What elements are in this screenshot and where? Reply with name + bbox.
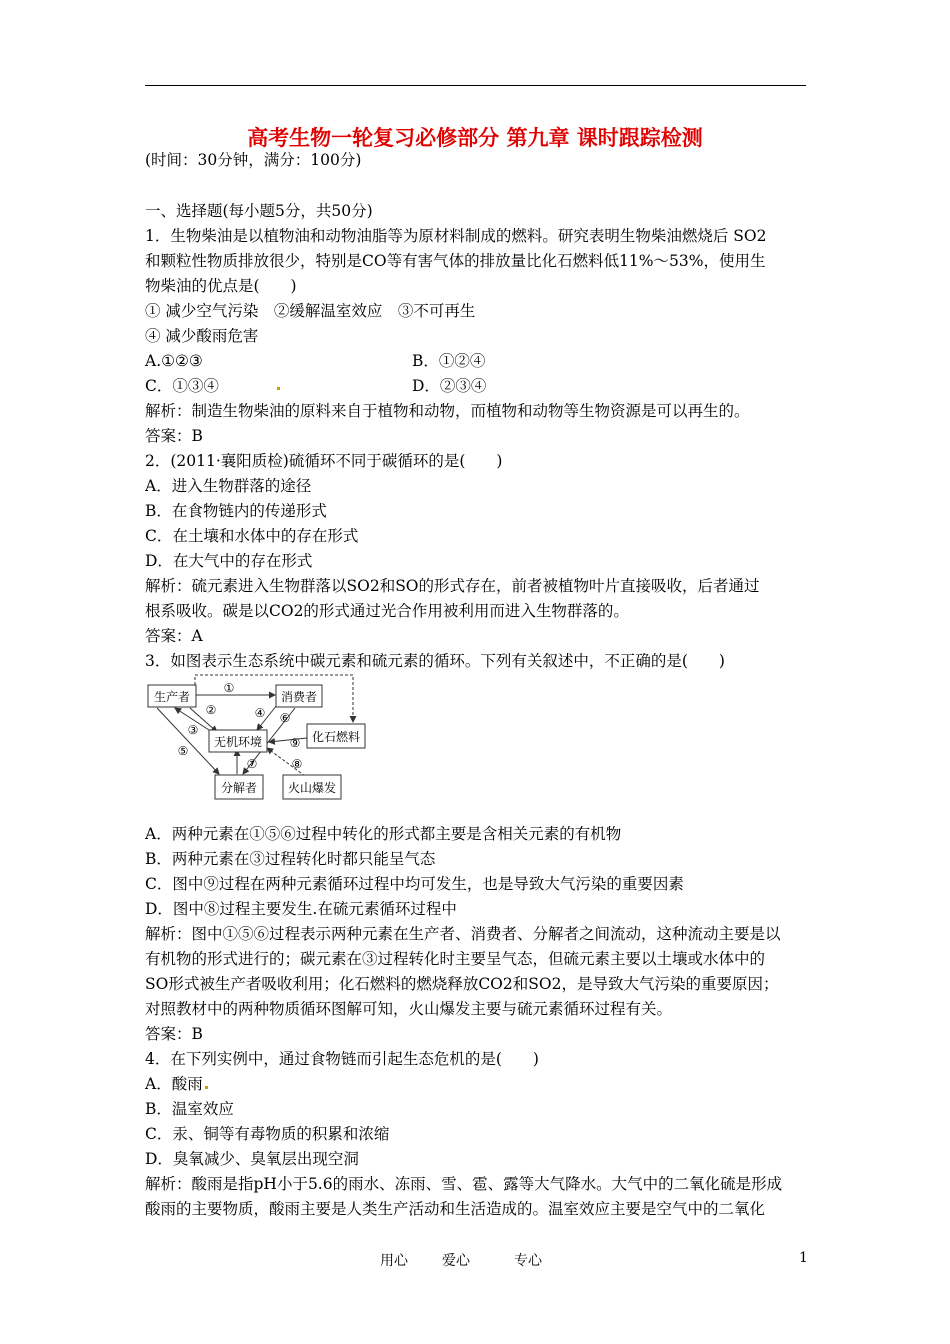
- q1-line-4: ① 减少空气污染 ②缓解温室效应 ③不可再生: [145, 302, 476, 320]
- q3-option-a: A．两种元素在①⑤⑥过程中转化的形式都主要是含相关元素的有机物: [145, 825, 622, 843]
- q1-line-2: 和颗粒性物质排放很少，特别是CO等有害气体的排放量比化石燃料低11%～53%，使用生: [145, 252, 766, 270]
- q2-option-b: B．在食物链内的传递形式: [145, 502, 327, 520]
- q3-option-c: C．图中⑨过程在两种元素循环过程中均可发生，也是导致大气污染的重要因素: [145, 875, 684, 893]
- footer-text-2: 爱心: [442, 1253, 470, 1269]
- q1-option-c: C．①③④: [145, 377, 219, 395]
- q1-line-3: 物柴油的优点是( ): [145, 277, 297, 295]
- node-consumer: 消费者: [280, 690, 318, 704]
- header-rule: [145, 85, 806, 86]
- q1-answer: 答案：B: [145, 427, 203, 445]
- node-volcano: 火山爆发: [287, 781, 337, 795]
- q3-option-b: B．两种元素在③过程转化时都只能呈气态: [145, 850, 436, 868]
- q2-explanation-1: 解析：硫元素进入生物群落以SO2和SO的形式存在，前者被植物叶片直接吸收，后者通过: [145, 577, 760, 595]
- label-1: ①: [223, 681, 235, 695]
- q3-explanation-1: 解析：图中①⑤⑥过程表示两种元素在生产者、消费者、分解者之间流动，这种流动主要是以: [145, 925, 781, 943]
- q3-explanation-2: 有机物的形式进行的；碳元素在③过程转化时主要呈气态，但硫元素主要以土壤或水体中的: [145, 950, 766, 968]
- q1-option-a: A.①②③: [145, 352, 203, 370]
- q2-explanation-2: 根系吸收。碳是以CO2的形式通过光合作用被利用而进入生物群落的。: [145, 602, 629, 620]
- document-title: 高考生物一轮复习必修部分 第九章 课时跟踪检测: [247, 125, 703, 150]
- q1-explanation: 解析：制造生物柴油的原料来自于植物和动物，而植物和动物等生物资源是可以再生的。: [145, 402, 750, 420]
- label-3: ③: [187, 723, 199, 737]
- cycle-diagram: [145, 670, 375, 805]
- q2-option-d: D．在大气中的存在形式: [145, 552, 313, 570]
- footer-text-1: 用心: [380, 1253, 408, 1269]
- stray-dot-mark: [277, 387, 280, 390]
- q4-line-1: 4．在下列实例中，通过食物链而引起生态危机的是( ): [145, 1050, 539, 1068]
- q3-line-1: 3．如图表示生态系统中碳元素和硫元素的循环。下列有关叙述中，不正确的是( ): [145, 652, 725, 670]
- q2-option-c: C．在土壤和水体中的存在形式: [145, 527, 359, 545]
- stray-dot-mark: [205, 1086, 208, 1089]
- label-2: ②: [205, 703, 217, 717]
- label-6: ⑥: [279, 711, 291, 725]
- q2-answer: 答案：A: [145, 627, 203, 645]
- dashed-arrow-top: [195, 675, 353, 722]
- q1-line-1: 1．生物柴油是以植物油和动物油脂等为原材料制成的燃料。研究表明生物柴油燃烧后 SO2: [145, 227, 767, 245]
- label-4: ④: [254, 706, 266, 720]
- q4-explanation-1: 解析：酸雨是指pH小于5.6的雨水、冻雨、雪、雹、露等大气降水。大气中的二氧化硫是形成: [145, 1175, 783, 1193]
- q4-option-b: B．温室效应: [145, 1100, 234, 1118]
- q4-explanation-2: 酸雨的主要物质，酸雨主要是人类生产活动和生活造成的。温室效应主要是空气中的二氧化: [145, 1200, 766, 1218]
- label-7: ⑦: [246, 757, 258, 771]
- label-9: ⑨: [289, 736, 301, 750]
- q1-line-5: ④ 减少酸雨危害: [145, 327, 259, 345]
- q1-option-d: D．②③④: [412, 377, 487, 395]
- q3-explanation-3: SO形式被生产者吸收利用；化石燃料的燃烧释放CO2和SO2，是导致大气污染的重要原因；: [145, 975, 779, 993]
- q3-answer: 答案：B: [145, 1025, 203, 1043]
- node-decomposer: 分解者: [220, 781, 258, 795]
- q4-option-c: C．汞、铜等有毒物质的积累和浓缩: [145, 1125, 390, 1143]
- arrow-9: [269, 738, 307, 742]
- q2-line-1: 2．(2011·襄阳质检)硫循环不同于碳循环的是( ): [145, 452, 503, 470]
- footer-text-3: 专心: [514, 1253, 542, 1269]
- q4-option-a: A．酸雨: [145, 1075, 203, 1093]
- q3-explanation-4: 对照教材中的两种物质循环图解可知，火山爆发主要与硫元素循环过程有关。: [145, 1000, 673, 1018]
- q2-option-a: A．进入生物群落的途径: [145, 477, 312, 495]
- section-heading: 一、选择题(每小题5分，共50分): [145, 202, 373, 220]
- page-number: 1: [799, 1250, 808, 1266]
- node-environment: 无机环境: [213, 735, 263, 749]
- q1-option-b: B．①②④: [412, 352, 486, 370]
- label-8: ⑧: [291, 757, 303, 771]
- node-fossil-fuel: 化石燃料: [311, 730, 361, 744]
- time-score-meta: (时间：30分钟，满分：100分): [145, 151, 362, 169]
- label-5: ⑤: [177, 744, 189, 758]
- q3-option-d: D．图中⑧过程主要发生.在硫元素循环过程中: [145, 900, 457, 918]
- node-producer: 生产者: [153, 690, 191, 704]
- q4-option-d: D．臭氧减少、臭氧层出现空洞: [145, 1150, 359, 1168]
